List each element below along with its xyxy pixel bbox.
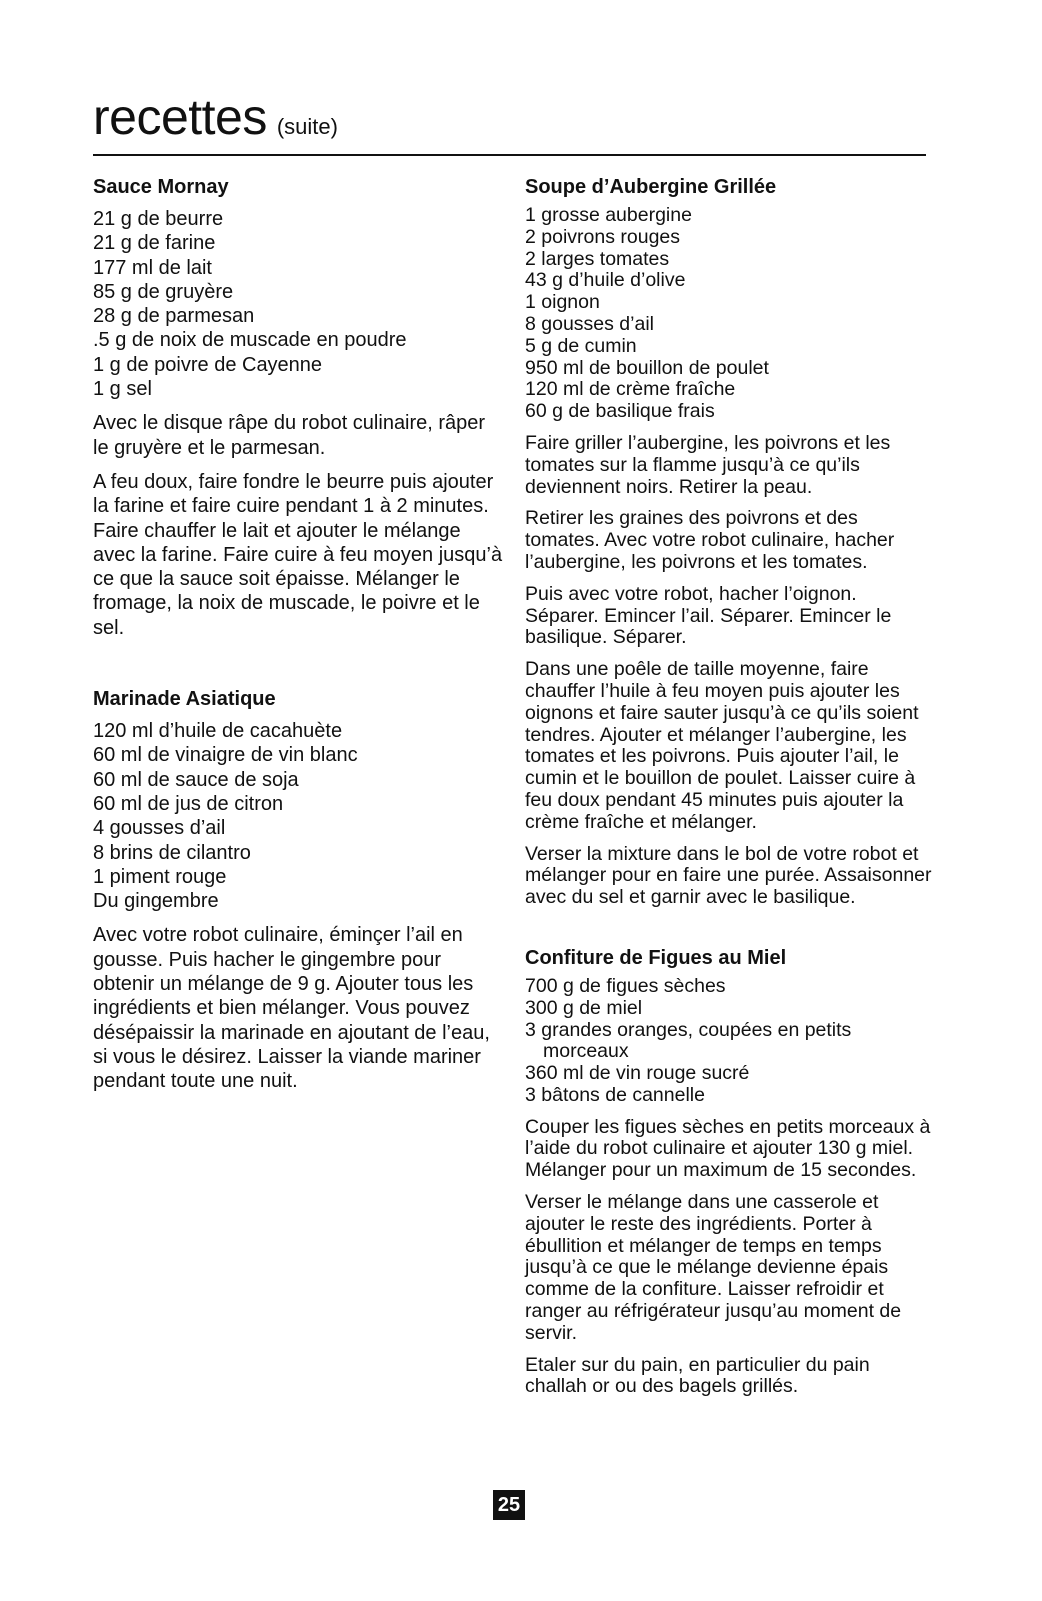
instruction-paragraph: Dans une poêle de taille moyenne, faire chauffer l’huile à feu moyen puis ajouter les oignons et faire sauter jusqu’à ce qu’ils soient tendres. Ajouter et mélanger l’aubergine, les tomates et les poivrons. Puis ajouter l’ail, le cumin et le bouillon de poulet. Laisser cuire à feu doux pendant 45 minutes puis ajouter la crème fraîche et mélanger. bbox=[525, 658, 919, 833]
ingredient-item: 5 g de cumin bbox=[525, 334, 637, 357]
page-subtitle: (suite) bbox=[276, 114, 338, 139]
ingredient-item: 60 g de basilique frais bbox=[525, 400, 715, 423]
ingredient-item: 60 ml de jus de citron bbox=[93, 792, 284, 815]
recipe-confiture-figues bbox=[525, 947, 935, 1398]
ingredient-item: 1 g sel bbox=[93, 378, 152, 401]
ingredient-item: 60 ml de vinaigre de vin blanc bbox=[93, 744, 358, 767]
instruction-paragraph: Retirer les graines des poivrons et des tomates. Avec votre robot culinaire, hacher l’aubergine, les poivrons et les tomates. bbox=[525, 507, 895, 573]
ingredient-item: 2 larges tomates bbox=[525, 247, 670, 270]
ingredient-item: 2 poivrons rouges bbox=[525, 225, 681, 248]
page-number: 25 bbox=[493, 1490, 525, 1520]
page-title: recettes bbox=[93, 89, 267, 145]
recipe-marinade-asiatique bbox=[93, 688, 503, 1093]
ingredient-item: 60 ml de sauce de soja bbox=[93, 768, 299, 791]
instruction-paragraph: Faire griller l’aubergine, les poivrons et les tomates sur la flamme jusqu’à ce qu’ils deviennent noirs. Retirer la peau. bbox=[525, 431, 891, 498]
page-header bbox=[93, 88, 338, 146]
ingredient-item: 3 grandes oranges, coupées en petits morceaux bbox=[525, 1018, 852, 1063]
ingredient-item: 8 brins de cilantro bbox=[93, 841, 251, 864]
instruction-paragraph: Puis avec votre robot, hacher l’oignon. Séparer. Emincer l’ail. Séparer. Emincer le basilique. Séparer. bbox=[525, 582, 892, 649]
right-column bbox=[525, 176, 935, 1408]
ingredient-item: 950 ml de bouillon de poulet bbox=[525, 356, 769, 379]
ingredient-item: Du gingembre bbox=[93, 890, 219, 913]
ingredient-item: 1 oignon bbox=[525, 291, 600, 314]
recipe-sauce-mornay bbox=[93, 176, 503, 640]
instruction-paragraph: Avec votre robot culinaire, éminçer l’ail en gousse. Puis hacher le gingembre pour obtenir un mélange de 9 g. Ajouter tous les ingrédients et bien mélanger. Vous pouvez désépaissir la marinade en ajoutant de l’eau, si vous le désirez. Laisser la viande mariner pendant toute une nuit. bbox=[93, 924, 490, 1093]
ingredient-item: 1 piment rouge bbox=[93, 865, 227, 888]
ingredient-item: 1 g de poivre de Cayenne bbox=[93, 353, 323, 376]
ingredient-list bbox=[93, 719, 503, 913]
header-divider bbox=[93, 154, 926, 156]
instruction-paragraph: Verser la mixture dans le bol de votre robot et mélanger pour en faire une purée. Assaisonner avec du sel et garnir avec le basilique. bbox=[525, 842, 932, 909]
instruction-paragraph: Etaler sur du pain, en particulier du pain challah or ou des bagels grillés. bbox=[525, 1353, 870, 1398]
ingredient-item: 28 g de parmesan bbox=[93, 305, 255, 328]
ingredient-item: 1 grosse aubergine bbox=[525, 204, 692, 226]
ingredient-item: 700 g de figues sèches bbox=[525, 974, 726, 997]
recipe-soupe-aubergine bbox=[525, 176, 935, 909]
ingredient-item: 8 gousses d’ail bbox=[525, 312, 654, 335]
ingredient-item: 3 bâtons de cannelle bbox=[525, 1083, 705, 1106]
recipe-title: Marinade Asiatique bbox=[93, 688, 276, 711]
recipe-title: Soupe d’Aubergine Grillée bbox=[525, 176, 777, 198]
instruction-paragraph: Couper les figues sèches en petits morceaux à l’aide du robot culinaire et ajouter 130 g miel. Mélanger pour un maximum de 15 secondes. bbox=[525, 1115, 931, 1182]
ingredient-list bbox=[525, 205, 935, 423]
instruction-paragraph: Verser le mélange dans une casserole et ajouter le reste des ingrédients. Porter à ébullition et mélanger de temps en temps jusqu’à ce que le mélange devienne épais comme de la confiture. Laisser refroidir et ranger au réfrigérateur jusqu’au moment de servir. bbox=[525, 1191, 902, 1344]
instruction-paragraph: A feu doux, faire fondre le beurre puis ajouter la farine et faire cuire pendant 1 à 2 minutes. Faire chauffer le lait et ajouter le mélange avec la farine. Faire cuire à feu moyen jusqu’à ce que la sauce soit épaisse. Mélanger le fromage, la noix de muscade, le poivre et le sel. bbox=[93, 470, 503, 639]
ingredient-item: 85 g de gruyère bbox=[93, 280, 234, 303]
ingredient-item: 177 ml de lait bbox=[93, 256, 212, 279]
instruction-paragraph: Avec le disque râpe du robot culinaire, râper le gruyère et le parmesan. bbox=[93, 412, 486, 459]
left-column bbox=[93, 176, 503, 1104]
recipe-title: Confiture de Figues au Miel bbox=[525, 946, 787, 969]
ingredient-item: 300 g de miel bbox=[525, 996, 643, 1019]
ingredient-item: 43 g d’huile d’olive bbox=[525, 269, 686, 292]
recipe-title: Sauce Mornay bbox=[93, 176, 229, 198]
ingredient-item: 120 ml de crème fraîche bbox=[525, 378, 736, 401]
ingredient-item: 120 ml d’huile de cacahuète bbox=[93, 720, 343, 743]
ingredient-item: 4 gousses d’ail bbox=[93, 817, 226, 840]
ingredient-item: .5 g de noix de muscade en poudre bbox=[93, 329, 407, 352]
ingredient-list bbox=[525, 976, 935, 1107]
ingredient-list bbox=[93, 207, 503, 401]
ingredient-item: 360 ml de vin rouge sucré bbox=[525, 1062, 750, 1085]
ingredient-item: 21 g de beurre bbox=[93, 208, 224, 230]
ingredient-item: 21 g de farine bbox=[93, 232, 216, 255]
